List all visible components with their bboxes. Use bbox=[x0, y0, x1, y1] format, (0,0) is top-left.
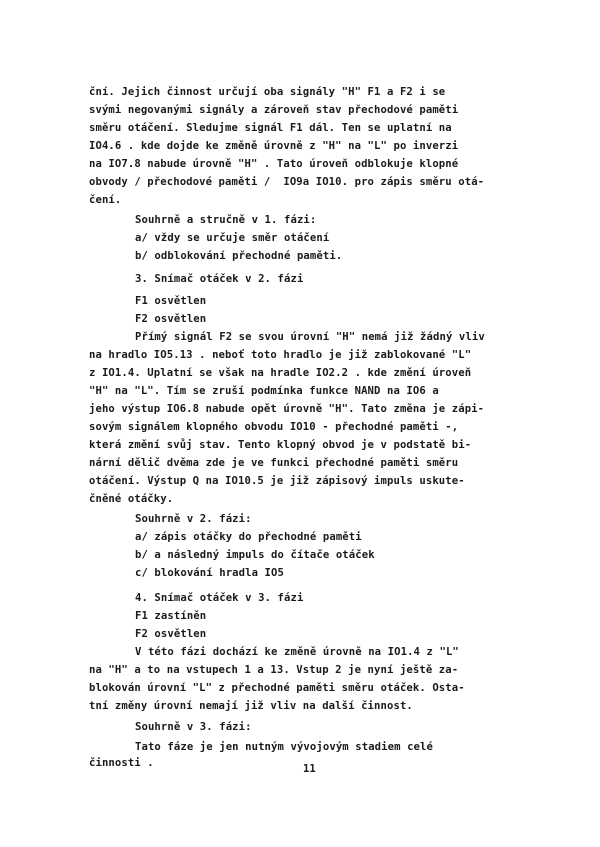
text-line: která změní svůj stav. Tento klopný obvod je v podstatě bi- bbox=[89, 439, 472, 451]
summary-heading: Souhrně v 3. fázi: bbox=[135, 721, 252, 733]
text-line: na "H" a to na vstupech 1 a 13. Vstup 2 je nyní ještě za- bbox=[89, 664, 459, 676]
section-heading: 3. Snímač otáček v 2. fázi bbox=[135, 273, 304, 285]
text-line: činnosti . bbox=[89, 757, 154, 769]
summary-heading: Souhrně v 2. fázi: bbox=[135, 513, 252, 525]
text-line: ční. Jejich činnost určují oba signály "H" F1 a F2 i se bbox=[89, 86, 446, 98]
sensor-state: F2 osvětlen bbox=[135, 628, 207, 640]
list-item: b/ a následný impuls do čítače otáček bbox=[135, 549, 375, 561]
text-line: otáčení. Výstup Q na IO10.5 je již zápisový impuls uskute- bbox=[89, 475, 465, 487]
text-line: V této fázi dochází ke změně úrovně na IO1.4 z "L" bbox=[135, 646, 459, 658]
sensor-state: F1 osvětlen bbox=[135, 295, 207, 307]
text-line: blokován úrovní "L" z přechodné paměti směru otáček. Osta- bbox=[89, 682, 465, 694]
list-item: c/ blokování hradla IO5 bbox=[135, 567, 284, 579]
text-line: jeho výstup IO6.8 nabude opět úrovně "H". Tato změna je zápi- bbox=[89, 403, 485, 415]
text-line: tní změny úrovní nemají již vliv na další činnost. bbox=[89, 700, 413, 712]
section-heading: 4. Snímač otáček v 3. fázi bbox=[135, 592, 304, 604]
page-number: 11 bbox=[303, 763, 316, 775]
text-line: čení. bbox=[89, 194, 122, 206]
sensor-state: F2 osvětlen bbox=[135, 313, 207, 325]
text-line: IO4.6 . kde dojde ke změně úrovně z "H" na "L" po inverzi bbox=[89, 140, 459, 152]
text-line: sovým signálem klopného obvodu IO10 - přechodné paměti -, bbox=[89, 421, 459, 433]
text-line: svými negovanými signály a zároveň stav přechodové paměti bbox=[89, 104, 459, 116]
text-line: směru otáčení. Sledujme signál F1 dál. Ten se uplatní na bbox=[89, 122, 452, 134]
list-item: a/ zápis otáčky do přechodné paměti bbox=[135, 531, 362, 543]
text-line: Přímý signál F2 se svou úrovní "H" nemá již žádný vliv bbox=[135, 331, 485, 343]
text-line: na hradlo IO5.13 . neboť toto hradlo je již zablokované "L" bbox=[89, 349, 472, 361]
text-line: "H" na "L". Tím se zruší podmínka funkce NAND na IO6 a bbox=[89, 385, 439, 397]
list-item: b/ odblokování přechodné paměti. bbox=[135, 250, 343, 262]
text-line: nární dělič dvěma zde je ve funkci přechodné paměti směru bbox=[89, 457, 459, 469]
list-item: a/ vždy se určuje směr otáčení bbox=[135, 232, 330, 244]
text-line: z IO1.4. Uplatní se však na hradle IO2.2 . kde změní úroveň bbox=[89, 367, 472, 379]
text-line: Tato fáze je jen nutným vývojovým stadiem celé bbox=[135, 741, 433, 753]
text-line: na IO7.8 nabude úrovně "H" . Tato úroveň odblokuje klopné bbox=[89, 158, 459, 170]
text-line: obvody / přechodové paměti / IO9a IO10. pro zápis směru otá- bbox=[89, 176, 485, 188]
text-line: čněné otáčky. bbox=[89, 493, 174, 505]
summary-heading: Souhrně a stručně v 1. fázi: bbox=[135, 214, 317, 226]
sensor-state: F1 zastíněn bbox=[135, 610, 207, 622]
